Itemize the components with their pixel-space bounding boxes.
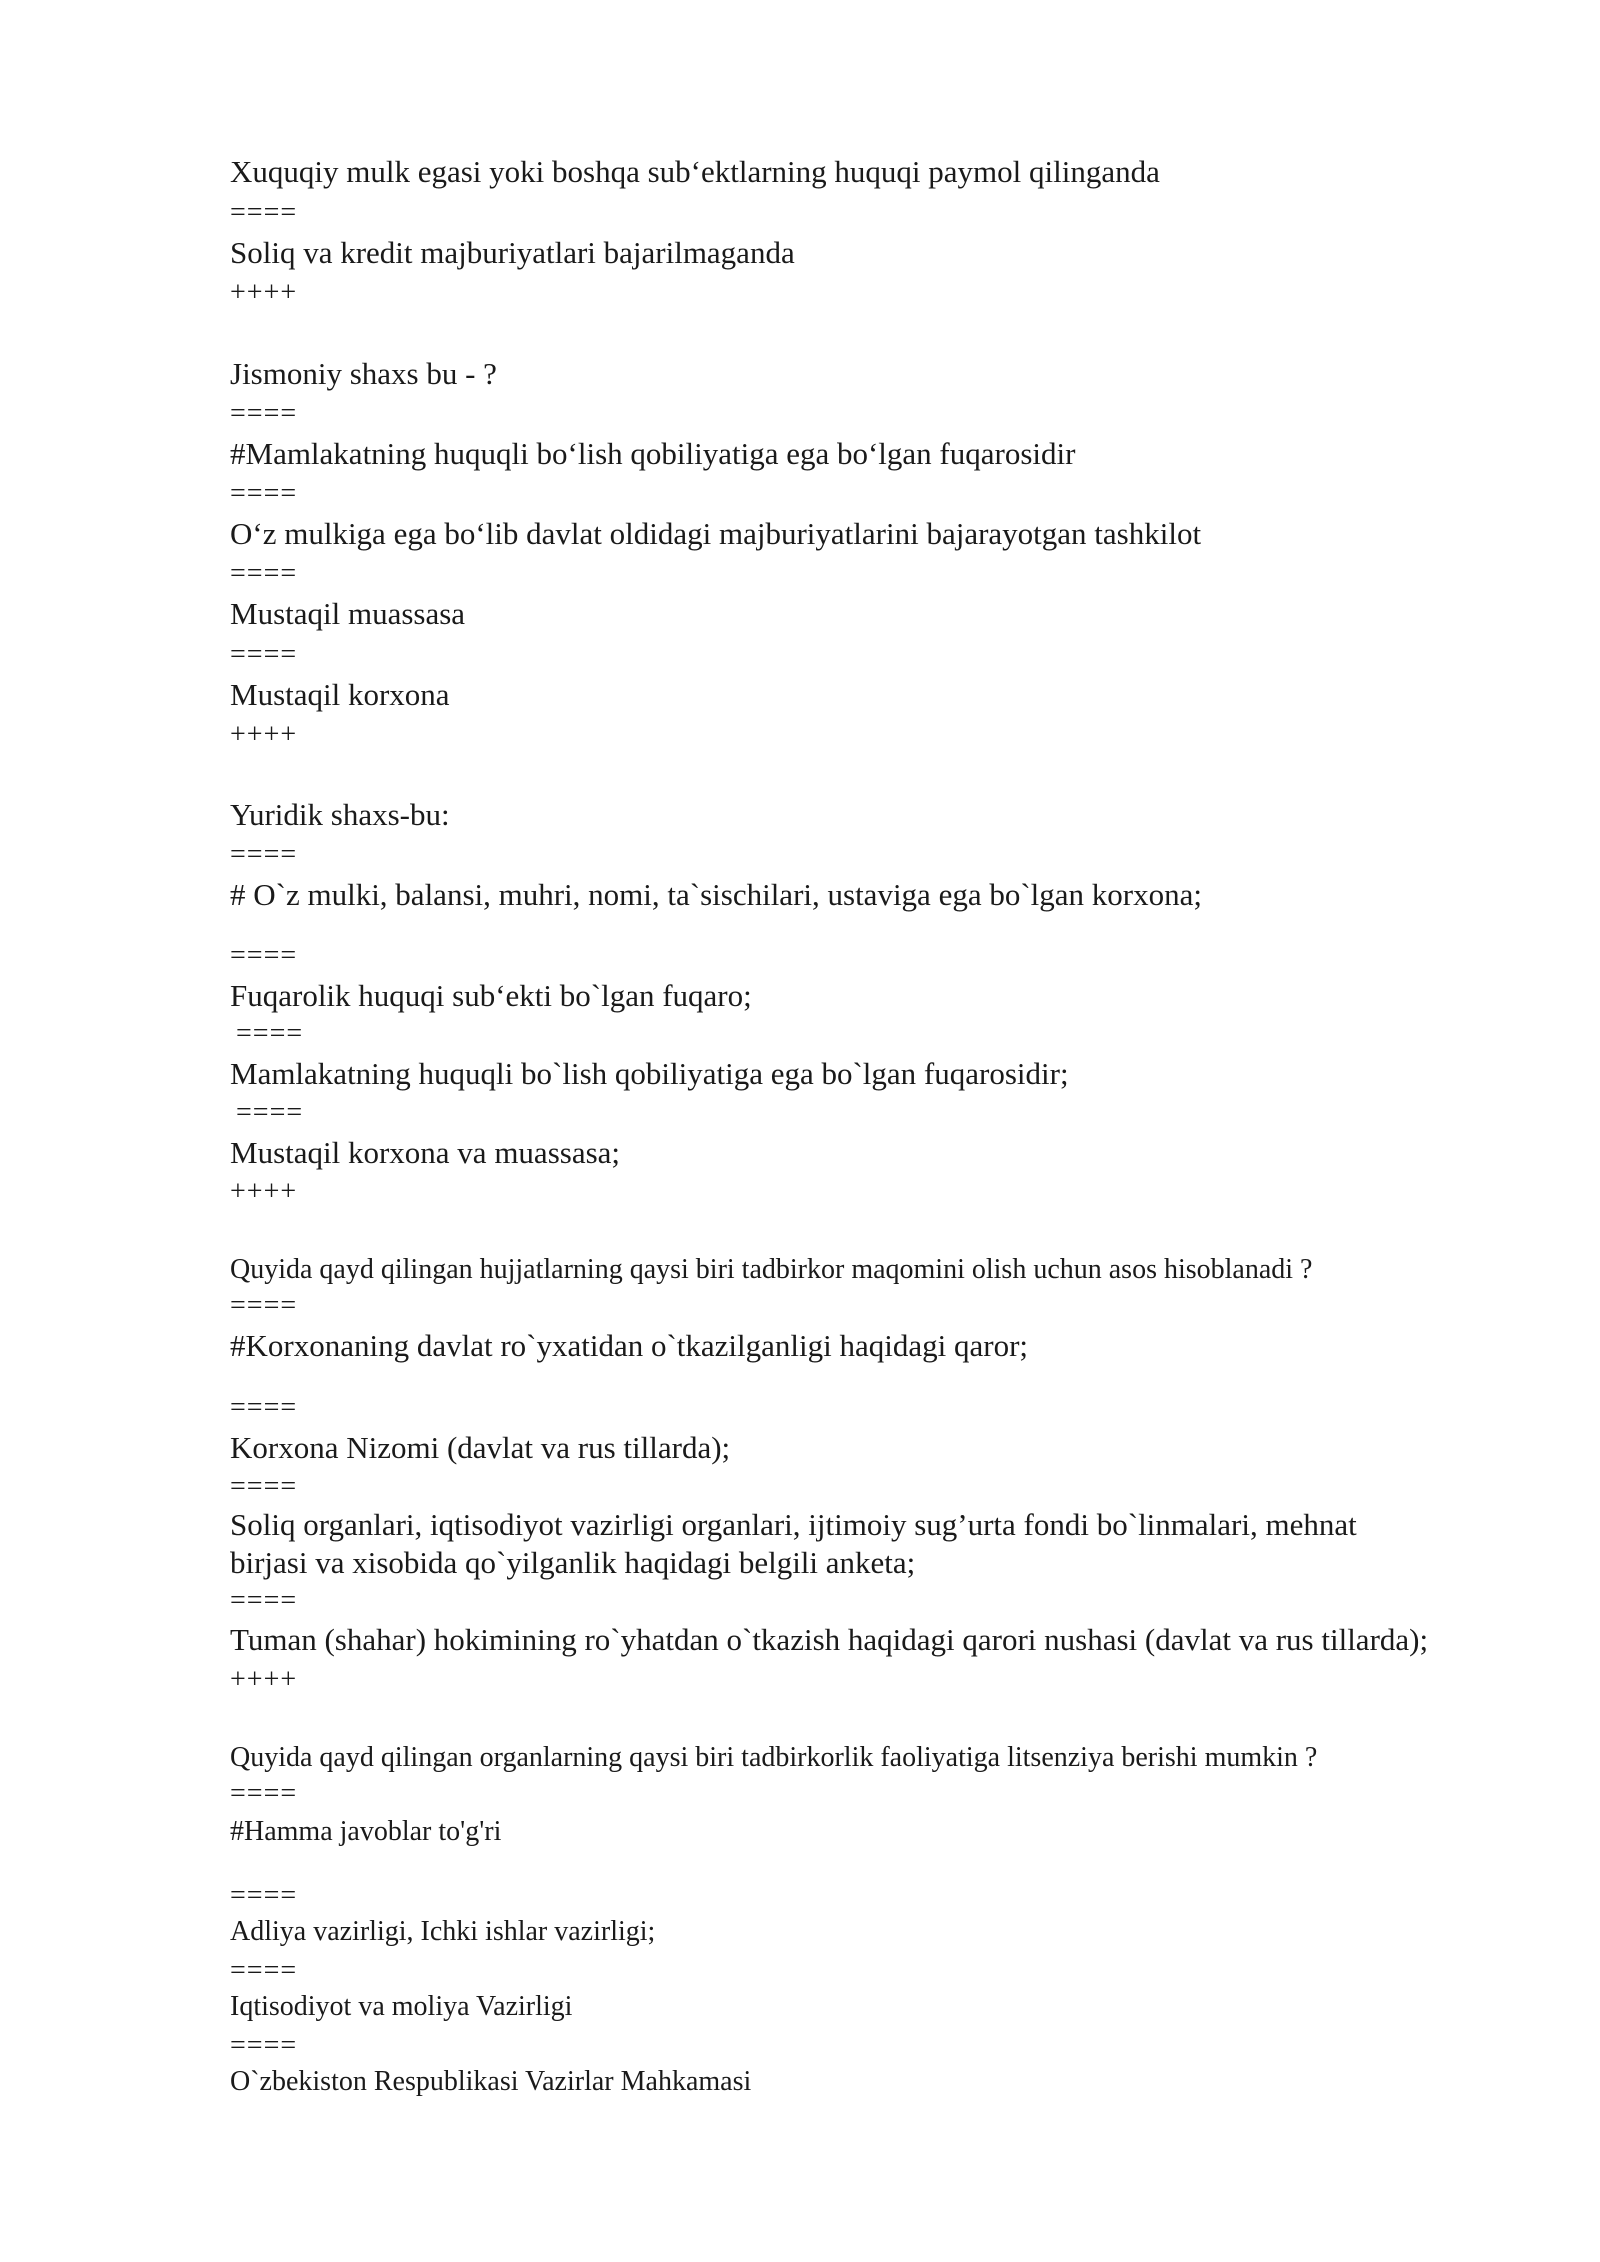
answer-option: Korxona Nizomi (davlat va rus tillarda); <box>230 1430 731 1465</box>
separator: ==== <box>236 1097 304 1128</box>
separator: ==== <box>230 940 298 971</box>
correct-answer: # O`z mulki, balansi, muhri, nomi, ta`sischilari, ustaviga ega bo`lgan korxona; <box>230 877 1202 912</box>
correct-answer: #Korxonaning davlat ro`yxatidan o`tkazilganligi haqidagi qaror; <box>230 1328 1029 1363</box>
separator: ==== <box>230 2030 298 2061</box>
block-end: ++++ <box>230 1176 298 1207</box>
text-line: Xuquqiy mulk egasi yoki boshqa sub‘ektlarning huquqi paymol qilinganda <box>230 154 1160 189</box>
question-text: Yuridik shaxs-bu: <box>230 797 450 832</box>
separator: ==== <box>230 1290 298 1321</box>
separator: ==== <box>230 839 298 870</box>
text-line: Soliq va kredit majburiyatlari bajarilmaganda <box>230 235 795 270</box>
answer-option: O‘z mulkiga ega bo‘lib davlat oldidagi majburiyatlarini bajarayotgan tashkilot <box>230 516 1202 551</box>
answer-option: Soliq organlari, iqtisodiyot vazirligi organlari, ijtimoiy sug’urta fondi bo`linmalari, mehnat <box>230 1507 1357 1542</box>
separator: ==== <box>230 558 298 589</box>
question-text: Jismoniy shaxs bu - ? <box>230 356 497 391</box>
separator: ==== <box>230 1955 298 1986</box>
correct-answer: #Mamlakatning huquqli bo‘lish qobiliyatiga ega bo‘lgan fuqarosidir <box>230 436 1076 471</box>
separator: ==== <box>230 398 298 429</box>
separator: ==== <box>230 1471 298 1502</box>
block-end: ++++ <box>230 277 298 308</box>
answer-option: Mamlakatning huquqli bo`lish qobiliyatiga ega bo`lgan fuqarosidir; <box>230 1056 1069 1091</box>
separator: ==== <box>236 1018 304 1049</box>
separator: ==== <box>230 639 298 670</box>
answer-option: Mustaqil muassasa <box>230 596 466 631</box>
answer-option: Mustaqil korxona va muassasa; <box>230 1135 621 1170</box>
question-text: Quyida qayd qilingan hujjatlarning qaysi biri tadbirkor maqomini olish uchun asos hisoblanadi ? <box>230 1254 1313 1285</box>
answer-option: O`zbekiston Respublikasi Vazirlar Mahkamasi <box>230 2066 752 2097</box>
answer-option-continued: birjasi va xisobida qo`yilganlik haqidagi belgili anketa; <box>230 1545 916 1580</box>
answer-option: Tuman (shahar) hokimining ro`yhatdan o`tkazish haqidagi qarori nushasi (davlat va rus tillarda); <box>230 1622 1429 1657</box>
separator: ==== <box>230 1880 298 1911</box>
answer-option: Adliya vazirligi, Ichki ishlar vazirligi; <box>230 1916 656 1947</box>
question-text: Quyida qayd qilingan organlarning qaysi biri tadbirkorlik faoliyatiga litsenziya berishi mumkin ? <box>230 1742 1318 1773</box>
separator: ==== <box>230 1585 298 1616</box>
correct-answer: #Hamma javoblar to'g'ri <box>230 1816 502 1847</box>
separator: ==== <box>230 1778 298 1809</box>
separator: ==== <box>230 1392 298 1423</box>
block-end: ++++ <box>230 1664 298 1695</box>
answer-option: Mustaqil korxona <box>230 677 450 712</box>
block-end: ++++ <box>230 719 298 750</box>
answer-option: Iqtisodiyot va moliya Vazirligi <box>230 1991 573 2022</box>
separator: ==== <box>230 197 298 228</box>
separator: ==== <box>230 478 298 509</box>
answer-option: Fuqarolik huquqi sub‘ekti bo`lgan fuqaro; <box>230 978 752 1013</box>
